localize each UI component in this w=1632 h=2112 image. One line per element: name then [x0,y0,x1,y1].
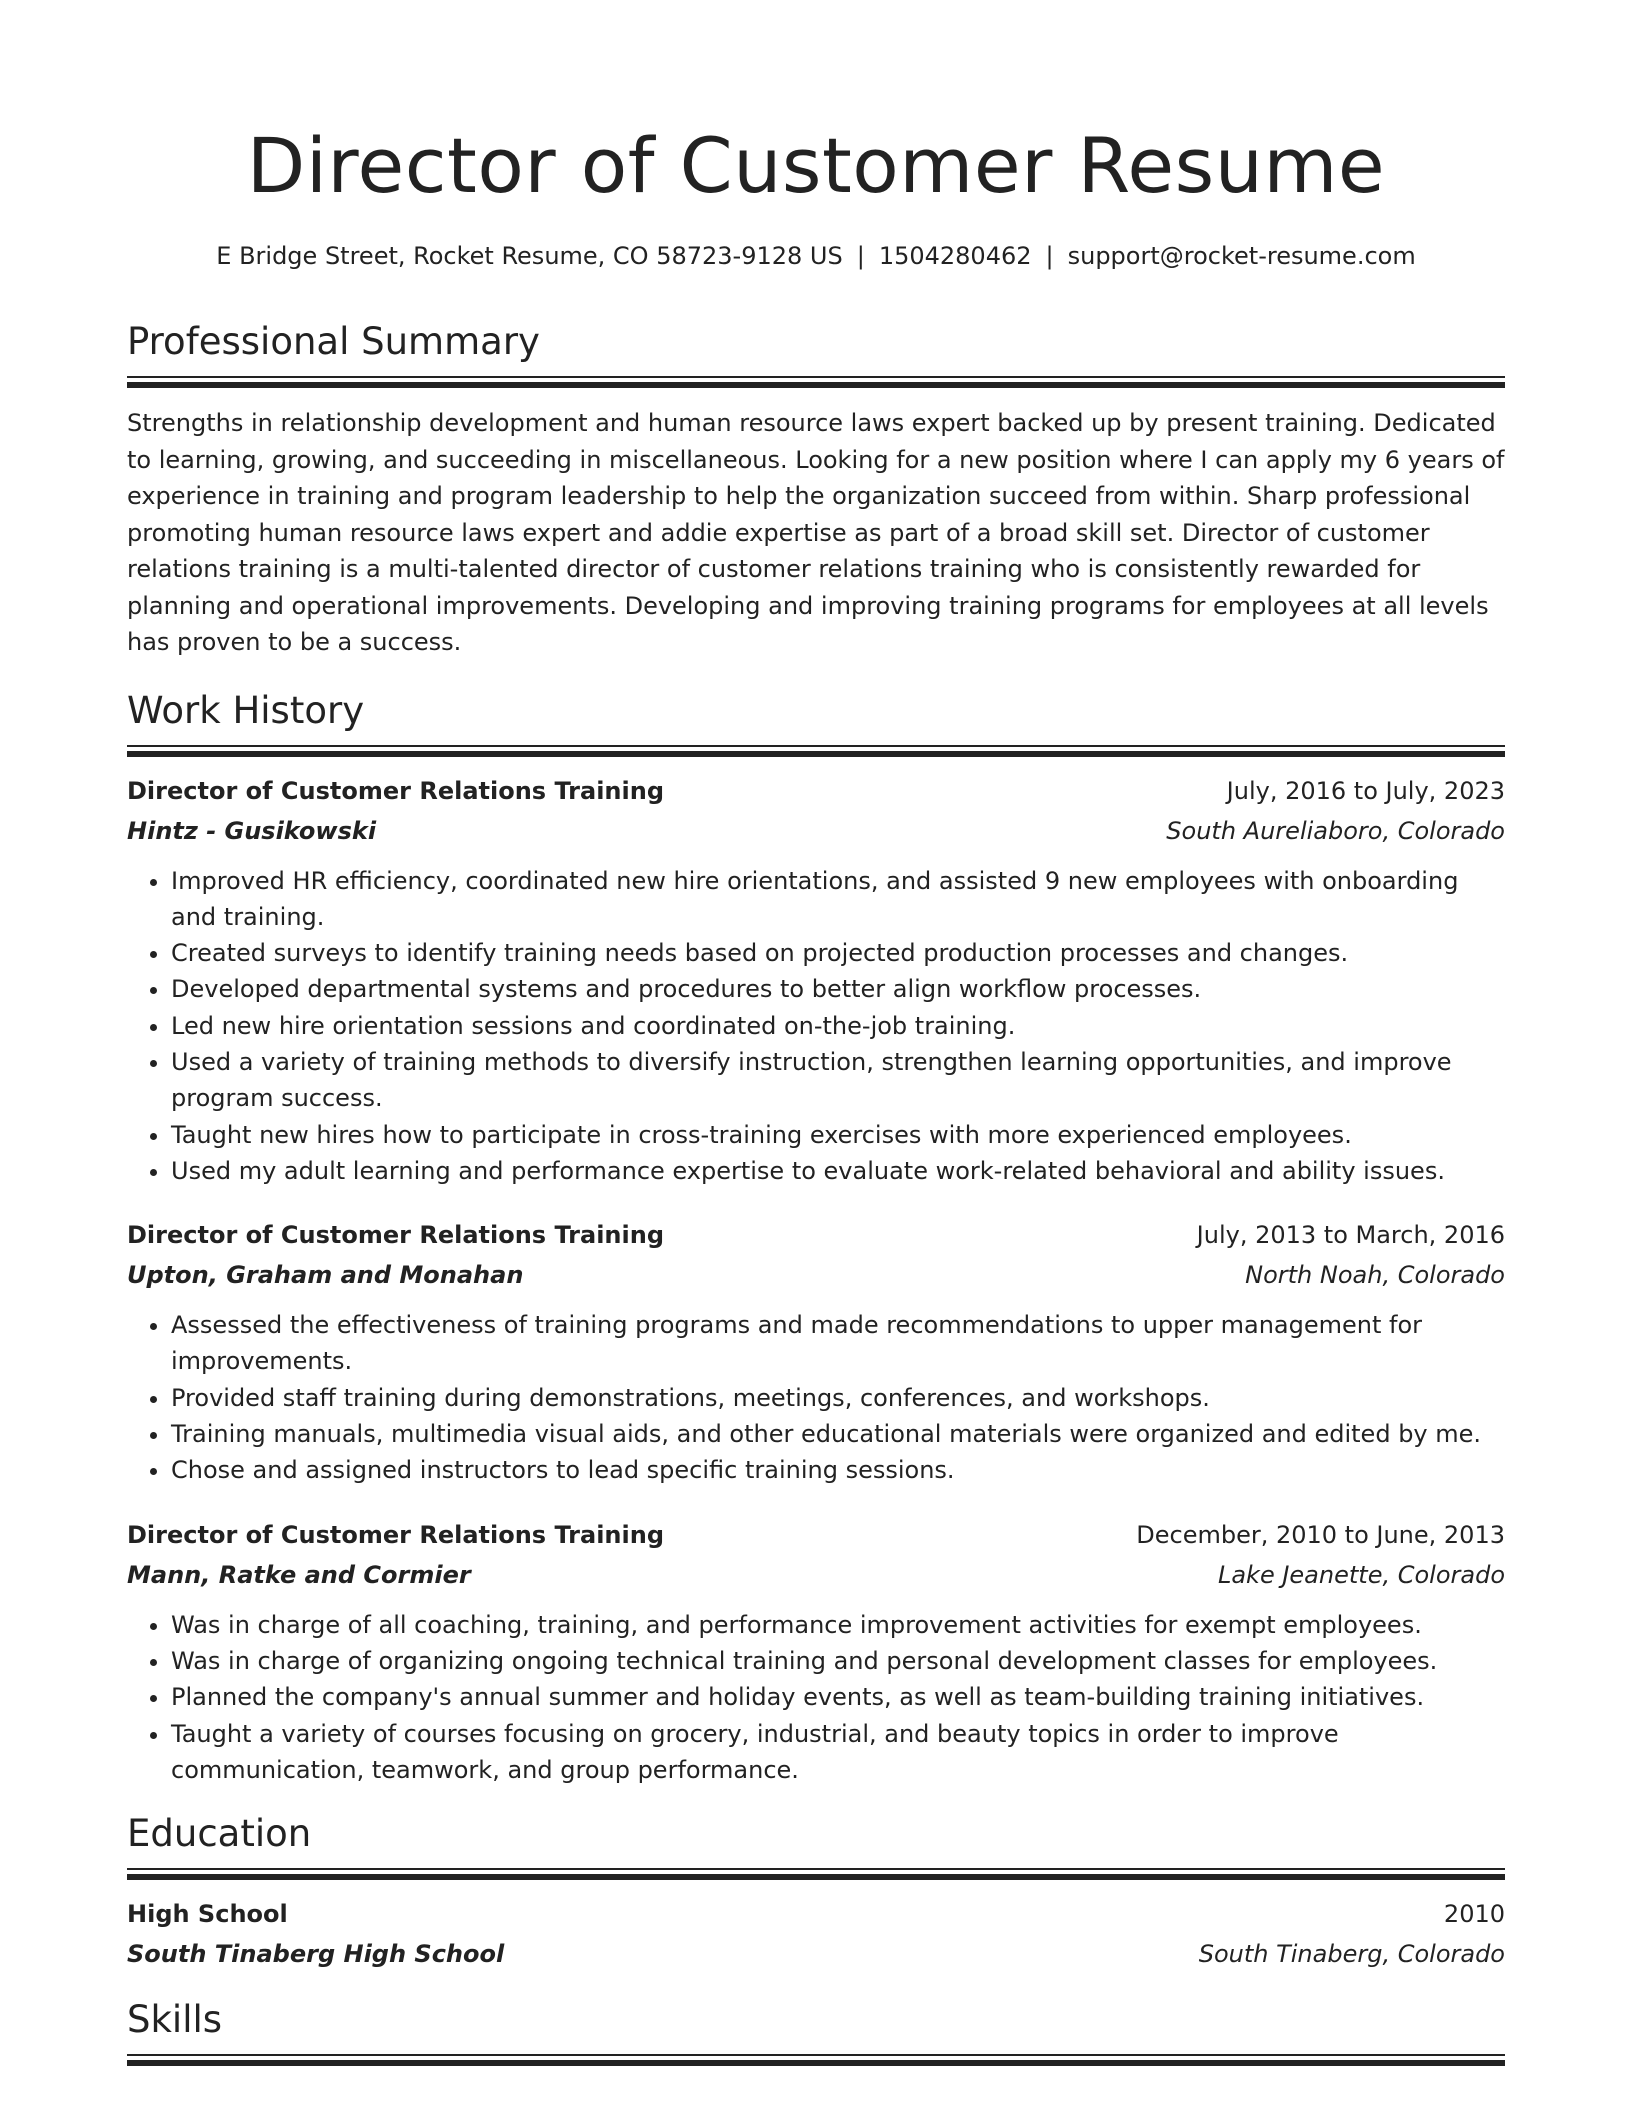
resume-title: Director of Customer Resume [246,121,1386,210]
job-company: Upton, Graham and Monahan [127,1261,524,1290]
education-location: South Tinaberg, Colorado [1198,1940,1505,1969]
job-bullet: • Was in charge of all coaching, training, and performance improvement activities for exempt employees. [171,1607,1505,1643]
contact-separator: | [856,242,865,270]
work-history-section [127,687,1505,1789]
job-title: Director of Customer Relations Training [127,1221,665,1250]
section-divider [127,1868,1505,1880]
resume-page [127,0,1505,2066]
job-bullet: • Used a variety of training methods to diversify instruction, strengthen learning opportunities, and improve program success. [171,1044,1505,1117]
section-heading-education: Education [127,1812,312,1856]
section-divider [127,376,1505,388]
job-bullet: • Taught new hires how to participate in cross-training exercises with more experienced employees. [171,1117,1505,1153]
job-bullets [127,1607,1505,1788]
job-bullet: • Was in charge of organizing ongoing technical training and personal development classes for employees. [171,1643,1505,1679]
job-company: Mann, Ratke and Cormier [127,1560,471,1589]
job-bullet: • Improved HR efficiency, coordinated new hire orientations, and assisted 9 new employees with onboarding and training. [171,863,1505,936]
section-divider [127,745,1505,757]
education-section [127,1810,1505,1974]
job-bullet: • Assessed the effectiveness of training programs and made recommendations to upper management for improvements. [171,1307,1505,1380]
job-bullet: • Created surveys to identify training needs based on projected production processes and changes. [171,935,1505,971]
summary-section [127,318,1505,661]
job-dates: December, 2010 to June, 2013 [1136,1520,1505,1549]
job-bullet: • Planned the company's annual summer and holiday events, as well as team-building training initiatives. [171,1679,1505,1715]
education-school: South Tinaberg High School [127,1940,505,1969]
contact-line [127,240,1505,272]
job-bullet: • Led new hire orientation sessions and coordinated on-the-job training. [171,1008,1505,1044]
job-location: North Noah, Colorado [1245,1261,1505,1290]
job-bullet: • Provided staff training during demonstrations, meetings, conferences, and workshops. [171,1380,1505,1416]
skills-section [127,1996,1505,2066]
education-degree: High School [127,1900,288,1929]
education-entry [127,1894,1505,1974]
education-year: 2010 [1443,1900,1505,1929]
section-heading-work-history: Work History [127,688,365,732]
job-dates: July, 2016 to July, 2023 [1226,776,1505,805]
job-dates: July, 2013 to March, 2016 [1196,1221,1505,1250]
job-location: South Aureliaboro, Colorado [1166,816,1505,845]
job-bullet: • Developed departmental systems and procedures to better align workflow processes. [171,971,1505,1007]
summary-text: Strengths in relationship development and human resource laws expert backed up by present training. Dedicated to learning, growing, and succeeding in miscellaneous. Looking for a new position where I can apply my 6 years of experience in training and program leadership to help the organization succeed from within. Sharp professional promoting human resource laws expert and addie expertise as part of a broad skill set. Director of customer relations training is a multi-talented director of customer relations training who is consistently rewarded for planning and operational improvements. Developing and improving training programs for employees at all levels has proven to be a success. [127,409,1505,656]
job-entry [127,771,1505,1190]
job-bullets [127,863,1505,1190]
contact-separator: | [1045,242,1054,270]
job-company: Hintz - Gusikowski [127,816,377,845]
job-bullet: • Training manuals, multimedia visual aids, and other educational materials were organized and edited by me. [171,1416,1505,1452]
job-title: Director of Customer Relations Training [127,776,665,805]
contact-phone: 1504280462 [878,242,1032,270]
job-bullet: • Used my adult learning and performance expertise to evaluate work-related behavioral and ability issues. [171,1153,1505,1189]
job-entry [127,1515,1505,1788]
job-bullet: • Chose and assigned instructors to lead specific training sessions. [171,1452,1505,1488]
section-divider [127,2054,1505,2066]
contact-address: E Bridge Street, Rocket Resume, CO 58723-9128 US [216,242,843,270]
contact-email: support@rocket-resume.com [1067,242,1416,270]
section-heading-skills: Skills [127,1998,223,2042]
job-entry [127,1215,1505,1488]
job-location: Lake Jeanette, Colorado [1217,1560,1505,1589]
job-bullet: • Taught a variety of courses focusing on grocery, industrial, and beauty topics in order to improve communication, teamwork, and group performance. [171,1716,1505,1789]
job-bullets [127,1307,1505,1488]
section-heading-summary: Professional Summary [127,320,540,363]
job-title: Director of Customer Relations Training [127,1520,665,1549]
